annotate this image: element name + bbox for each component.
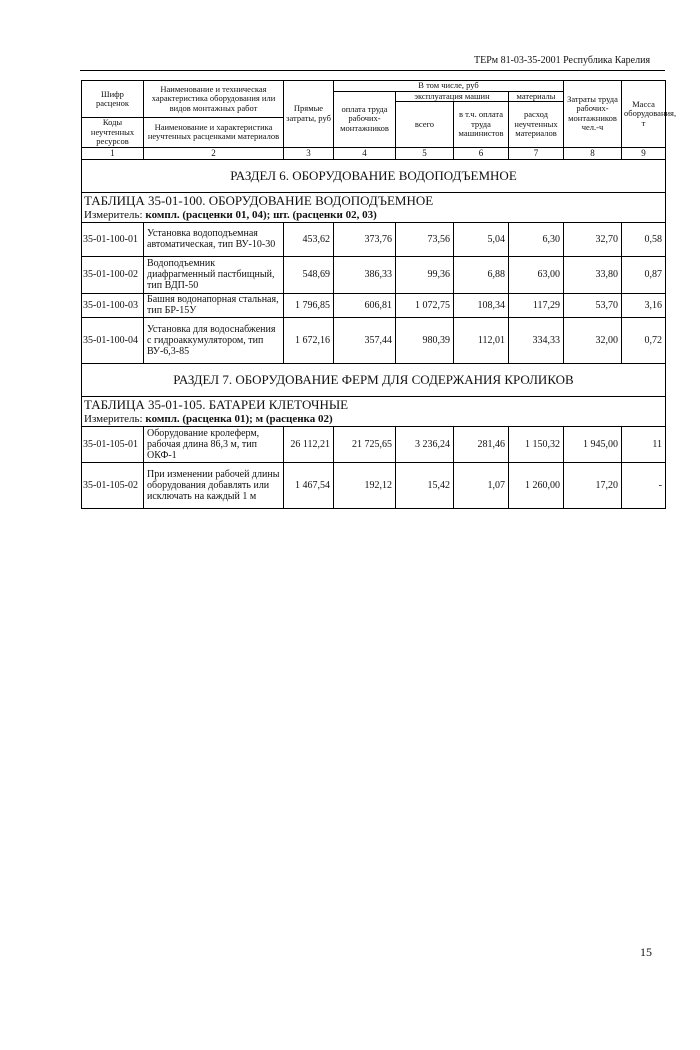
rate-name: Установка водоподъемная автоматическая, тип ВУ-10-30 xyxy=(144,222,284,256)
machine-wages: 112,01 xyxy=(454,317,509,363)
rate-code: 35-01-100-01 xyxy=(82,222,144,256)
equipment-mass: 0,58 xyxy=(622,222,666,256)
machine-wages: 5,04 xyxy=(454,222,509,256)
rate-name: Установка для водоснабжения с гидроаккумулятором, тип ВУ-6,3-85 xyxy=(144,317,284,363)
header-codes: Коды неучтенных ресурсов xyxy=(82,118,144,148)
rate-code: 35-01-105-02 xyxy=(82,462,144,508)
direct-costs: 1 796,85 xyxy=(284,293,334,317)
rate-code: 35-01-100-04 xyxy=(82,317,144,363)
table-row xyxy=(82,293,666,317)
rate-name: Оборудование кролеферм, рабочая длина 86,3 м, тип ОКФ-1 xyxy=(144,426,284,462)
table-title-row xyxy=(82,192,666,209)
measure-row xyxy=(82,209,666,223)
header-direct-costs: Прямые затраты, руб xyxy=(284,81,334,148)
header-machine-total: всего xyxy=(396,102,454,148)
equipment-mass: 11 xyxy=(622,426,666,462)
direct-costs: 548,69 xyxy=(284,256,334,293)
section-row xyxy=(82,159,666,192)
direct-costs: 453,62 xyxy=(284,222,334,256)
column-number: 9 xyxy=(622,147,666,159)
rate-name: Башня водонапорная стальная, тип БР-15У xyxy=(144,293,284,317)
measure-text xyxy=(82,413,666,427)
header-materials: материалы xyxy=(509,91,564,102)
header-labor-wages: оплата труда рабочих-монтажников xyxy=(334,91,396,147)
table-row xyxy=(82,256,666,293)
materials-cost: 6,30 xyxy=(509,222,564,256)
equipment-mass: 0,72 xyxy=(622,317,666,363)
labor-costs: 33,80 xyxy=(564,256,622,293)
measure-units: компл. (расценка 01); м (расценка 02) xyxy=(145,412,333,425)
table-title: ТАБЛИЦА 35-01-100. ОБОРУДОВАНИЕ ВОДОПОДЪЕМНОЕ xyxy=(82,192,666,209)
header-rule xyxy=(80,70,665,71)
section-row xyxy=(82,363,666,396)
machine-total: 73,56 xyxy=(396,222,454,256)
labor-costs: 32,00 xyxy=(564,317,622,363)
table-row xyxy=(82,222,666,256)
labor-wages: 606,81 xyxy=(334,293,396,317)
table-title: ТАБЛИЦА 35-01-105. БАТАРЕИ КЛЕТОЧНЫЕ xyxy=(82,396,666,413)
table-header xyxy=(82,80,677,160)
labor-wages: 192,12 xyxy=(334,462,396,508)
header-mass: Масса оборудования, т xyxy=(622,81,666,148)
labor-costs: 32,70 xyxy=(564,222,622,256)
column-number: 5 xyxy=(396,147,454,159)
rate-code: 35-01-100-03 xyxy=(82,293,144,317)
column-number: 1 xyxy=(82,147,144,159)
header-name: Наименование и техническая характеристика оборудования или видов монтажных работ xyxy=(144,81,284,118)
machine-total: 980,39 xyxy=(396,317,454,363)
materials-cost: 334,33 xyxy=(509,317,564,363)
machine-total: 15,42 xyxy=(396,462,454,508)
header-name-unaccounted: Наименование и характеристика неучтенных расценками материалов xyxy=(144,118,284,148)
table-row xyxy=(82,426,666,462)
labor-costs: 1 945,00 xyxy=(564,426,622,462)
machine-wages: 6,88 xyxy=(454,256,509,293)
materials-cost: 1 260,00 xyxy=(509,462,564,508)
equipment-mass: - xyxy=(622,462,666,508)
measure-label: Измеритель: xyxy=(84,412,146,425)
materials-cost: 63,00 xyxy=(509,256,564,293)
materials-cost: 1 150,32 xyxy=(509,426,564,462)
machine-wages: 108,34 xyxy=(454,293,509,317)
column-number: 4 xyxy=(334,147,396,159)
direct-costs: 26 112,21 xyxy=(284,426,334,462)
table-body xyxy=(82,159,666,508)
machine-total: 99,36 xyxy=(396,256,454,293)
column-number: 2 xyxy=(144,147,284,159)
table-row xyxy=(82,317,666,363)
table-row xyxy=(82,462,666,508)
labor-costs: 17,20 xyxy=(564,462,622,508)
machine-total: 1 072,75 xyxy=(396,293,454,317)
column-number: 7 xyxy=(509,147,564,159)
measure-text xyxy=(82,209,666,223)
labor-wages: 21 725,65 xyxy=(334,426,396,462)
header-labor-costs: Затраты труда рабочих-монтажников чел.-ч xyxy=(564,81,622,148)
header-machine-operation: эксплуатация машин xyxy=(396,91,509,102)
measure-row xyxy=(82,413,666,427)
equipment-mass: 3,16 xyxy=(622,293,666,317)
machine-wages: 281,46 xyxy=(454,426,509,462)
equipment-mass: 0,87 xyxy=(622,256,666,293)
labor-wages: 373,76 xyxy=(334,222,396,256)
header-materials-cost: расход неучтенных материалов xyxy=(509,102,564,148)
header-including: В том числе, руб xyxy=(334,81,564,92)
running-header: ТЕРм 81-03-35-2001 Республика Карелия xyxy=(474,55,651,66)
direct-costs: 1 672,16 xyxy=(284,317,334,363)
page-number: 15 xyxy=(640,945,652,959)
column-number: 8 xyxy=(564,147,622,159)
column-number: 3 xyxy=(284,147,334,159)
section-title: РАЗДЕЛ 6. ОБОРУДОВАНИЕ ВОДОПОДЪЕМНОЕ xyxy=(82,159,666,192)
rate-code: 35-01-105-01 xyxy=(82,426,144,462)
header-machine-wages: в т.ч. оплата труда машинистов xyxy=(454,102,509,148)
machine-wages: 1,07 xyxy=(454,462,509,508)
column-number: 6 xyxy=(454,147,509,159)
rate-name: При изменении рабочей длины оборудования добавлять или исключать на каждый 1 м xyxy=(144,462,284,508)
materials-cost: 117,29 xyxy=(509,293,564,317)
labor-wages: 357,44 xyxy=(334,317,396,363)
measure-label: Измеритель: xyxy=(84,208,146,221)
rate-name: Водоподъемник диафрагменный пастбищный, тип ВДП-50 xyxy=(144,256,284,293)
table-title-row xyxy=(82,396,666,413)
section-title: РАЗДЕЛ 7. ОБОРУДОВАНИЕ ФЕРМ ДЛЯ СОДЕРЖАНИЯ КРОЛИКОВ xyxy=(82,363,666,396)
labor-wages: 386,33 xyxy=(334,256,396,293)
rates-table xyxy=(81,80,677,509)
machine-total: 3 236,24 xyxy=(396,426,454,462)
labor-costs: 53,70 xyxy=(564,293,622,317)
rate-code: 35-01-100-02 xyxy=(82,256,144,293)
header-shifr: Шифр расценок xyxy=(82,81,144,118)
measure-units: компл. (расценки 01, 04); шт. (расценки 02, 03) xyxy=(145,208,377,221)
column-numbers-row xyxy=(82,147,666,159)
direct-costs: 1 467,54 xyxy=(284,462,334,508)
